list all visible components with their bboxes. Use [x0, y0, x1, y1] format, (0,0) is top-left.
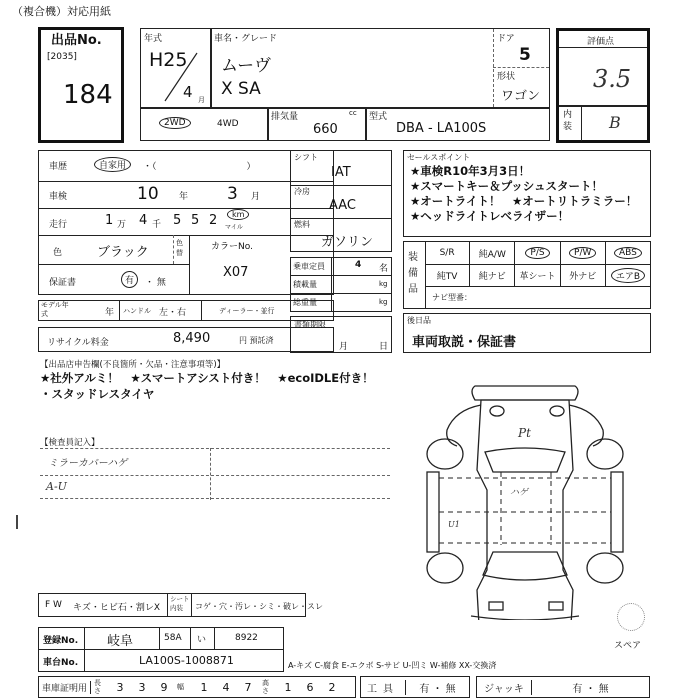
recycle-unit: 円 預託済 [239, 336, 274, 345]
registration-table [38, 627, 284, 672]
model-year-label: モデル年式 [41, 301, 69, 318]
equip-navi: 純ナビ [470, 264, 515, 286]
navi-model-label: ナビ型番： [432, 293, 472, 302]
shape-label: 形状 [497, 72, 516, 82]
model-year-unit: 年 [105, 308, 115, 318]
jack-value: 有 ・ 無 [572, 683, 609, 695]
inspection-year: 10 [137, 184, 159, 204]
history-label: 車歴 [49, 162, 68, 172]
drive-2wd: 2WD [159, 117, 191, 129]
spare-tire-icon [617, 603, 645, 631]
shift-ac-fuel-block [290, 150, 392, 252]
docs-month: 月 [339, 342, 349, 352]
equipment-label: 装備品 [408, 252, 418, 295]
height-digit: 2 [328, 680, 336, 694]
height-digit: 1 [284, 680, 292, 694]
mileage-digit: 2 [209, 213, 218, 228]
load-unit: kg [379, 280, 388, 288]
equipment-table [403, 241, 651, 309]
fw-items: キズ・ヒビ石・割レX [73, 603, 160, 613]
equip-power-windows: P/W [569, 247, 596, 259]
width-digit: 1 [200, 680, 208, 694]
chassis-number: LA100S-1008871 [139, 654, 234, 667]
equip-abs: ABS [614, 247, 642, 259]
tools-row [360, 676, 470, 698]
sales-points [403, 150, 651, 237]
ac-label: 冷房 [294, 187, 310, 196]
shift-value: IAT [331, 165, 351, 180]
dealer-value: ディーラー・並行 [219, 307, 275, 315]
inspector-note: ミラーカバーハゲ [48, 458, 128, 469]
seat-items: コゲ・穴・汚レ・シミ・破レ・スレ [195, 602, 323, 611]
weight-unit: kg [379, 298, 388, 306]
color-label: 色 [53, 248, 63, 258]
length-label: 長さ [94, 679, 102, 695]
declaration-line: ★社外アルミ！ ★スマートアシスト付き！ ★ecoIDLE付き！ [40, 371, 374, 385]
history-value: 自家用 [94, 157, 131, 172]
equip-power-steering: P/S [525, 247, 549, 259]
equip-tv: 純TV [425, 264, 470, 286]
lot-box [38, 27, 124, 143]
handle-value: 左・右 [159, 308, 187, 318]
sales-point: ★ヘッドライトレベライザー！ [410, 209, 570, 223]
color-code-label: カラーNo. [211, 242, 253, 252]
tools-value: 有 ・ 無 [419, 683, 456, 695]
shape-value: ワゴン [501, 89, 541, 104]
fuel-label: 燃料 [294, 220, 310, 229]
warranty-label: 保証書 [49, 278, 77, 288]
diagram-note-left: U1 [448, 520, 460, 529]
height-digit: 6 [306, 680, 314, 694]
damage-legend: A-キズ C-腐食 E-エクボ S-サビ U-凹ミ W-補修 XX-交換済 [288, 661, 497, 670]
registration-kana: い [197, 635, 207, 645]
recycle-value: 8,490 [173, 331, 211, 346]
lot-stamp: [2035] [47, 52, 77, 62]
model-label: 型式 [369, 112, 388, 122]
interior-label: 内装 [563, 110, 573, 132]
grade-score: 3.5 [593, 65, 632, 93]
color-value: ブラック [97, 245, 149, 260]
inspection-month: 3 [227, 184, 238, 204]
registration-number: 8922 [235, 633, 258, 643]
grade-box [556, 28, 650, 143]
weight-label: 総重量 [293, 298, 317, 307]
mileage-digit: 1 [105, 213, 114, 228]
length-digit: 3 [116, 680, 124, 694]
registration-class: 58A [164, 633, 182, 643]
declaration-line: ・スタッドレスタイヤ [40, 387, 155, 401]
equip-airbag: エアB [611, 268, 645, 283]
tools-label: 工具 [361, 680, 406, 695]
sales-label: セールスポイント [407, 153, 471, 162]
car-name: ムーヴ [221, 56, 272, 76]
handle-label: ハンドル [123, 307, 151, 315]
capacity-table [290, 257, 392, 312]
displacement-label: 排気量 [271, 112, 299, 122]
grade-label: 評価点 [587, 37, 615, 47]
month-unit: 月 [198, 96, 205, 104]
declaration-label: 【出品店申告欄(不良箇所・欠品・注意事項等)】 [40, 360, 226, 370]
width-label: 幅 [177, 683, 185, 691]
door-value: 5 [519, 45, 531, 65]
lot-label: 出品No. [51, 33, 102, 48]
displacement-value: 660 [313, 122, 338, 137]
garage-label: 車庫証明用 [39, 681, 91, 694]
docs-label: 書類期限 [294, 320, 326, 329]
inspector-note: A-U [46, 480, 67, 493]
length-digit: 9 [160, 680, 168, 694]
spare-label: スペア [614, 641, 642, 651]
car-grade: X SA [221, 79, 261, 99]
diagram-note-top: Pt [518, 426, 531, 440]
load-label: 積載量 [293, 280, 317, 289]
height-label: 高さ [262, 679, 270, 695]
equip-leather: 革シート [515, 264, 560, 286]
width-digit: 4 [222, 680, 230, 694]
inspector-label: 【検査員記入】 [40, 438, 100, 448]
year-value: H25 [149, 49, 188, 71]
mileage-unit-mile: マイル [225, 224, 243, 231]
sheet-note: （複合機）対応用紙 [12, 5, 111, 18]
model-value: DBA - LA100S [396, 121, 487, 136]
shift-label: シフト [294, 153, 318, 162]
seat-label: シート内装 [170, 595, 190, 612]
history-rest: ・（ ） [143, 162, 256, 172]
mileage-label: 走行 [49, 220, 68, 230]
recycle-label: リサイクル料金 [47, 338, 109, 348]
jack-row [476, 676, 650, 698]
mileage-unit-man: 万 [117, 220, 127, 230]
equip-aftermarket-navi: 外ナビ [561, 264, 606, 286]
diagram-note-mid: ハゲ [510, 488, 529, 498]
docs-day: 日 [379, 342, 389, 352]
later-value: 車両取説・保証書 [412, 335, 517, 350]
chassis-label: 車台No. [43, 658, 79, 668]
inspection-label: 車検 [49, 192, 68, 202]
capacity-label: 乗車定員 [293, 262, 325, 271]
year-label: 年式 [144, 34, 163, 44]
docs-deadline [290, 316, 392, 353]
length-digit: 3 [138, 680, 146, 694]
sales-point: ★スマートキー＆プッシュスタート！ [410, 179, 604, 193]
fw-label: F W [45, 600, 62, 610]
mileage-digit: 5 [173, 213, 182, 228]
width-digit: 7 [244, 680, 252, 694]
warranty-yes: 有 [121, 271, 138, 288]
warranty-no: ・ 無 [145, 278, 166, 288]
inspection-year-unit: 年 [179, 192, 189, 202]
registration-label: 登録No. [43, 636, 79, 646]
later-label: 後日品 [407, 316, 431, 325]
jack-label: ジャッキ [477, 680, 532, 695]
fw-row [38, 593, 323, 617]
month-value: 4 [183, 83, 193, 101]
equip-alloy-wheels: 純A/W [470, 242, 515, 264]
name-label: 車名・グレード [214, 34, 278, 44]
mileage-unit-sen: 千 [152, 220, 162, 230]
later-items [403, 313, 651, 353]
mileage-unit-km: km [227, 209, 249, 220]
car-info-box [140, 28, 550, 141]
color-change-label: 色替 [176, 239, 183, 257]
capacity-unit: 名 [379, 264, 389, 274]
inspection-month-unit: 月 [251, 192, 261, 202]
sales-point: ★車検R10年3月3日！ [410, 164, 531, 178]
color-code: X07 [223, 265, 249, 280]
mileage-digit: 5 [191, 213, 200, 228]
lot-number: 184 [63, 80, 113, 110]
car-damage-diagram [405, 380, 655, 620]
cc-unit: cc [349, 109, 357, 117]
capacity-value: 4 [355, 260, 362, 270]
door-label: ドア [497, 34, 515, 44]
mileage-digit: 4 [139, 213, 148, 228]
sales-point: ★オートライト！ ★オートリトラミラー！ [410, 194, 638, 208]
equip-sunroof: S/R [425, 242, 470, 264]
interior-grade: B [609, 113, 621, 132]
registration-area: 岐阜 [107, 634, 134, 649]
garage-cert-row [38, 676, 356, 698]
drive-4wd: 4WD [217, 119, 239, 129]
ac-value: AAC [329, 198, 356, 213]
fuel-value: ガソリン [321, 235, 374, 250]
